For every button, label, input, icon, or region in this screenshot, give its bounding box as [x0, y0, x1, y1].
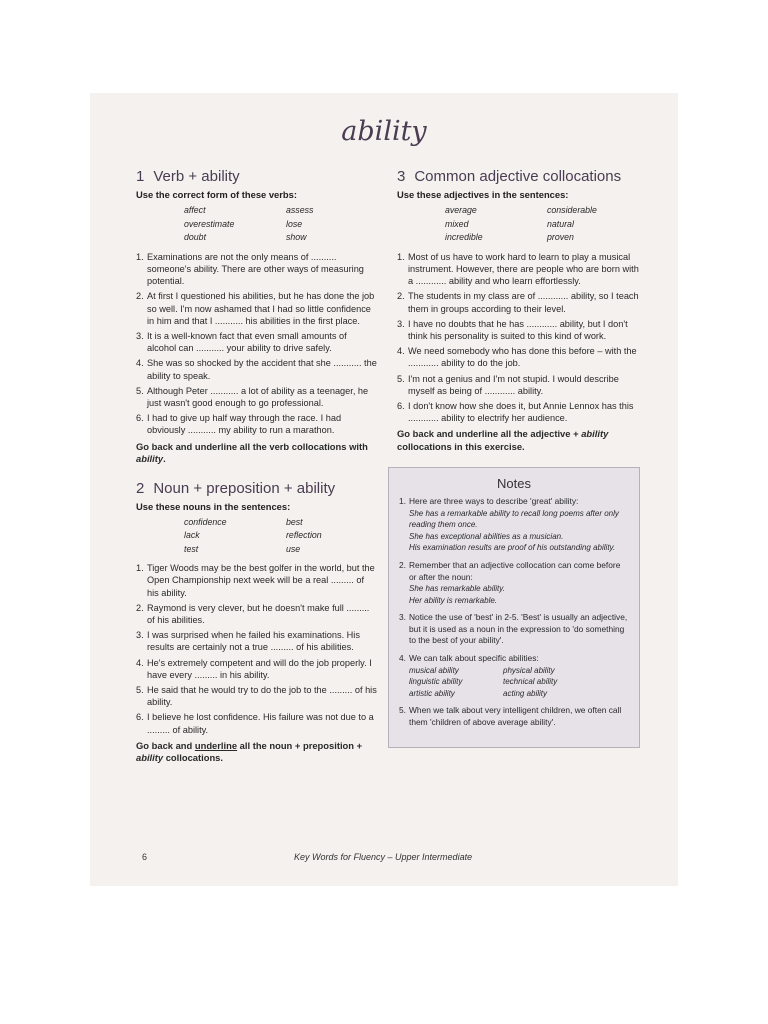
note-example: She has exceptional abilities as a musician.	[409, 531, 564, 541]
section-number: 1	[136, 168, 145, 185]
section-title: Verb + ability	[153, 168, 240, 185]
word: best	[286, 516, 303, 527]
note-example: His examination results are proof of his outstanding ability.	[409, 543, 616, 553]
exercise-item: 3. It is a well-known fact that even small amounts of alcohol can ........... your ability to drive safely.	[136, 330, 347, 354]
note-example: Her ability is remarkable.	[409, 595, 498, 605]
section-3-instruction: Use these adjectives in the sentences:	[397, 189, 569, 200]
book-page	[90, 93, 678, 886]
right-column	[397, 168, 643, 748]
section-3-exercise-list	[397, 251, 643, 425]
word: lack	[184, 530, 200, 541]
word: mixed	[445, 218, 469, 229]
note-item: 4. We can talk about specific abilities: musical ability physical ability linguistic ability technical ability artistic ability acting ability	[399, 653, 629, 699]
word: incredible	[445, 232, 483, 243]
section-1-heading	[136, 168, 378, 185]
section-2-exercise-list	[136, 562, 378, 736]
exercise-item: 3. I was surprised when he failed his examinations. His results are certainly not a true ......... of his abilities.	[136, 630, 360, 653]
section-3-follow-up: Go back and underline all the adjective + ability collocations in this exercise.	[397, 428, 609, 452]
notes-title: Notes	[497, 476, 531, 492]
page-number: 6	[142, 852, 148, 862]
exercise-item: 1. Most of us have to work hard to learn to play a musical instrument. However, there are people who are born with a ............ ability and who learn effortlessly.	[397, 251, 639, 287]
exercise-item: 2. Raymond is very clever, but he doesn't make full ......... of his abilities.	[136, 602, 370, 626]
section-1-exercise-list	[136, 251, 378, 437]
word: confidence	[184, 516, 227, 527]
book-title: Key Words for Fluency – Upper Intermediate	[294, 852, 473, 862]
word: doubt	[184, 232, 207, 243]
word: reflection	[286, 530, 322, 541]
exercise-item: 6. I had to give up half way through the race. I had obviously ........... my ability to run a marathon.	[136, 413, 342, 436]
section-1-word-box	[184, 204, 378, 245]
notes-list	[399, 496, 629, 729]
word: natural	[547, 218, 574, 229]
exercise-item: 4. He's extremely competent and will do the job properly. I have every ......... in his ability.	[136, 657, 372, 680]
exercise-item: 6. I don't know how she does it, but Annie Lennox has this ............ ability to electrify her audience.	[397, 400, 634, 424]
section-2-word-box	[184, 516, 378, 557]
note-item: 5. When we talk about very intelligent children, we often call them 'children of above average ability'.	[399, 705, 622, 728]
exercise-item: 4. She was so shocked by the accident that she ........... the ability to speak.	[136, 358, 377, 381]
section-3-heading	[397, 168, 643, 185]
ability-examples-grid: musical ability physical ability linguistic ability technical ability artistic ability acting ability	[409, 665, 558, 698]
word: show	[286, 232, 307, 243]
section-title: Noun + preposition + ability	[153, 479, 336, 497]
section-title: Common adjective collocations	[414, 168, 622, 185]
page-title: ability	[341, 116, 427, 147]
note-item: 1. Here are three ways to describe 'great' ability: She has a remarkable ability to recall long poems after only reading them once. She has exceptional abilities as a musician. His examination results are proof of his outstanding ability.	[399, 496, 629, 554]
word: considerable	[547, 205, 597, 216]
note-item: 3. Notice the use of 'best' in 2-5. 'Best' is usually an adjective, but it is used as a noun in the expression to 'do something to the best of your ability'.	[399, 612, 628, 646]
section-2-instruction: Use these nouns in the sentences:	[136, 500, 291, 512]
section-2-heading	[136, 480, 378, 497]
exercise-item: 2. The students in my class are of ............ ability, so I teach them in groups according to their level.	[397, 291, 639, 314]
word: test	[184, 543, 199, 554]
word: lose	[286, 218, 303, 229]
exercise-item: 1. Examinations are not the only means of .......... someone's ability. There are other ways of measuring potential.	[136, 251, 364, 287]
exercise-item: 2. At first I questioned his abilities, but he has done the job so well. I'm now ashamed that I had so little confidence in him and that I ........... his abilities in the first place.	[136, 291, 375, 326]
exercise-item: 3. I have no doubts that he has ............ ability, but I don't think his personality is suited to this kind of work.	[397, 318, 628, 341]
section-1-follow-up: Go back and underline all the verb collocations with ability.	[136, 440, 368, 465]
section-number: 3	[397, 168, 406, 185]
word: assess	[286, 205, 314, 216]
section-2-follow-up: Go back and underline all the noun + preposition + ability collocations.	[136, 739, 363, 764]
note-item: 2. Remember that an adjective collocation can come before or after the noun: She has remarkable ability. Her ability is remarkable.	[399, 560, 629, 606]
exercise-item: 4. We need somebody who has done this before – with the ............ ability to do the job.	[397, 346, 637, 369]
exercise-item: 1. Tiger Woods may be the best golfer in the world, but the Open Championship next week will be a real ......... of his ability.	[136, 563, 375, 598]
section-1-instruction: Use the correct form of these verbs:	[136, 189, 297, 200]
section-2	[136, 480, 378, 765]
exercise-item: 6. I believe he lost confidence. His failure was not due to a ......... of ability.	[136, 712, 374, 735]
left-column	[136, 168, 378, 765]
word: proven	[547, 232, 574, 243]
exercise-item: 5. I'm not a genius and I'm not stupid. I would describe myself as being of ............ ability.	[397, 373, 619, 396]
word: affect	[184, 205, 206, 216]
section-number: 2	[136, 479, 145, 497]
word: average	[445, 205, 477, 216]
section-3-word-box	[445, 204, 643, 245]
note-example: She has a remarkable ability to recall long poems after only reading them once.	[409, 508, 619, 530]
word: overestimate	[184, 218, 235, 229]
exercise-item: 5. He said that he would try to do the job to the ......... of his ability.	[136, 685, 377, 708]
note-example: She has remarkable ability.	[409, 584, 505, 594]
word: use	[286, 543, 301, 554]
notes-box	[388, 467, 640, 747]
exercise-item: 5. Although Peter ........... a lot of ability as a teenager, he just wasn't good enough to go professional.	[136, 385, 369, 408]
